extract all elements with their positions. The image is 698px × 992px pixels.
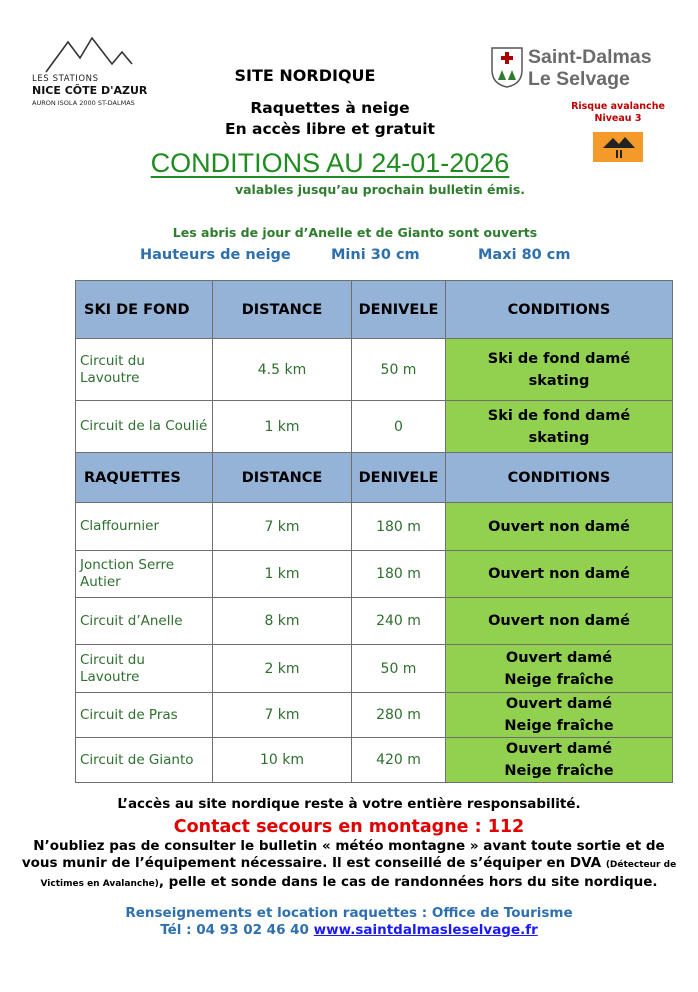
conditions-title-text: CONDITIONS AU 24-01-2026	[150, 148, 510, 178]
table-row	[76, 693, 673, 738]
ski-header-name: SKI DE FOND	[76, 281, 213, 339]
ski-header-denivele: DENIVELE	[352, 281, 446, 339]
trail-denivele: 280 m	[352, 693, 446, 738]
avalanche-risk-label	[560, 101, 676, 125]
trail-name: Claffournier	[76, 503, 213, 551]
snow-min: Mini 30 cm	[331, 247, 420, 263]
condition-line-2: Neige fraîche	[504, 763, 614, 779]
raquettes-header-conditions: CONDITIONS	[446, 453, 673, 503]
trail-distance: 1 km	[213, 551, 352, 598]
ski-header-distance: DISTANCE	[213, 281, 352, 339]
trail-distance: 10 km	[213, 738, 352, 783]
trail-denivele: 0	[352, 401, 446, 453]
shelters-text: Les abris de jour d’Anelle et de Gianto sont ouverts	[172, 225, 538, 240]
trail-name: Circuit du Lavoutre	[76, 339, 213, 401]
village-logo	[490, 44, 670, 94]
raquettes-header-row	[76, 453, 673, 503]
raquettes-header-name: RAQUETTES	[76, 453, 213, 503]
trail-conditions	[446, 401, 673, 453]
condition-line-1: Ouvert damé	[505, 649, 613, 666]
trail-denivele: 180 m	[352, 551, 446, 598]
trail-denivele: 420 m	[352, 738, 446, 783]
info-text: Renseignements et location raquettes : Office de Tourisme	[125, 905, 573, 921]
table-row	[76, 401, 673, 453]
condition-line-1: Ouvert non damé	[488, 613, 630, 629]
trail-conditions	[446, 503, 673, 551]
table-row	[76, 503, 673, 551]
village-name-1: Saint-Dalmas	[528, 46, 652, 68]
trail-denivele: 180 m	[352, 503, 446, 551]
advice-part-a: N’oubliez pas de consulter le bulletin « météo montagne » avant toute sortie et de vous munir de l’équipement nécessaire. Il est conseillé de s’équiper en DVA	[21, 838, 665, 871]
trail-distance: 4.5 km	[213, 339, 352, 401]
trail-name: Circuit de Gianto	[76, 738, 213, 783]
table-row	[76, 738, 673, 783]
trail-distance: 1 km	[213, 401, 352, 453]
snow-height-label: Hauteurs de neige	[140, 247, 291, 263]
access-text: En accès libre et gratuit	[225, 120, 435, 138]
trail-name: Circuit de la Coulié	[76, 401, 213, 453]
trail-name: Circuit de Pras	[76, 693, 213, 738]
condition-line-1: Ouvert damé	[505, 696, 613, 712]
raquettes-header-denivele: DENIVELE	[352, 453, 446, 503]
trail-conditions	[446, 339, 673, 401]
trail-conditions	[446, 598, 673, 645]
condition-line-1: Ski de fond damé	[487, 350, 631, 367]
trail-denivele: 240 m	[352, 598, 446, 645]
responsibility-text: L’accès au site nordique reste à votre entière responsabilité.	[117, 796, 581, 812]
validity-text: valables jusqu’au prochain bulletin émis.	[234, 182, 526, 197]
condition-line-1: Ouvert non damé	[488, 566, 630, 582]
table-row	[76, 645, 673, 693]
trail-conditions	[446, 738, 673, 783]
risk-level: Niveau 3	[594, 113, 642, 124]
activity-title: Raquettes à neige	[250, 99, 410, 117]
condition-line-2: Neige fraîche	[504, 718, 614, 734]
condition-line-2: skating	[528, 372, 590, 389]
logo-line-3: AURON ISOLA 2000 ST-DALMAS	[32, 99, 135, 107]
raquettes-header-distance: DISTANCE	[213, 453, 352, 503]
stations-logo	[30, 34, 150, 114]
trail-denivele: 50 m	[352, 339, 446, 401]
trail-name: Circuit d’Anelle	[76, 598, 213, 645]
coat-of-arms-icon	[490, 46, 524, 88]
risk-title: Risque avalanche	[571, 101, 665, 112]
contact-line	[20, 922, 678, 938]
table-row	[76, 339, 673, 401]
mountains-icon	[44, 34, 134, 74]
trail-name: Jonction Serre Autier	[76, 551, 213, 598]
dva-definition: (Détecteur de Victimes en Avalanche)	[40, 860, 677, 889]
village-name-2: Le Selvage	[528, 68, 630, 90]
logo-line-1: LES STATIONS	[32, 74, 99, 84]
trails-table	[75, 280, 673, 783]
conditions-title	[110, 148, 550, 179]
website-link[interactable]: www.saintdalmasleselvage.fr	[313, 922, 538, 938]
snow-max: Maxi 80 cm	[478, 247, 571, 263]
trail-distance: 8 km	[213, 598, 352, 645]
table-row	[76, 551, 673, 598]
condition-line-1: Ouvert damé	[505, 741, 613, 757]
trail-denivele: 50 m	[352, 645, 446, 693]
avalanche-risk-icon	[593, 132, 643, 162]
advice-part-b: , pelle et sonde dans le cas de randonnées hors du site nordique.	[158, 874, 658, 890]
phone-number: Tél : 04 93 02 46 40	[160, 922, 314, 938]
ski-header-row	[76, 281, 673, 339]
logo-line-2: NICE CÔTE D'AZUR	[32, 84, 148, 97]
site-title: SITE NORDIQUE	[234, 66, 376, 85]
trail-distance: 2 km	[213, 645, 352, 693]
ski-header-conditions: CONDITIONS	[446, 281, 673, 339]
condition-line-2: Neige fraîche	[504, 671, 614, 688]
trail-conditions	[446, 551, 673, 598]
trail-distance: 7 km	[213, 693, 352, 738]
advice-text	[20, 838, 678, 893]
condition-line-1: Ouvert non damé	[488, 518, 630, 535]
emergency-contact: Contact secours en montagne : 112	[173, 817, 525, 837]
trail-conditions	[446, 645, 673, 693]
mountain-risk-icon	[593, 132, 643, 162]
condition-line-1: Ski de fond damé	[487, 407, 631, 424]
trail-name: Circuit du Lavoutre	[76, 645, 213, 693]
condition-line-2: skating	[528, 429, 590, 446]
trail-distance: 7 km	[213, 503, 352, 551]
trail-conditions	[446, 693, 673, 738]
table-row	[76, 598, 673, 645]
